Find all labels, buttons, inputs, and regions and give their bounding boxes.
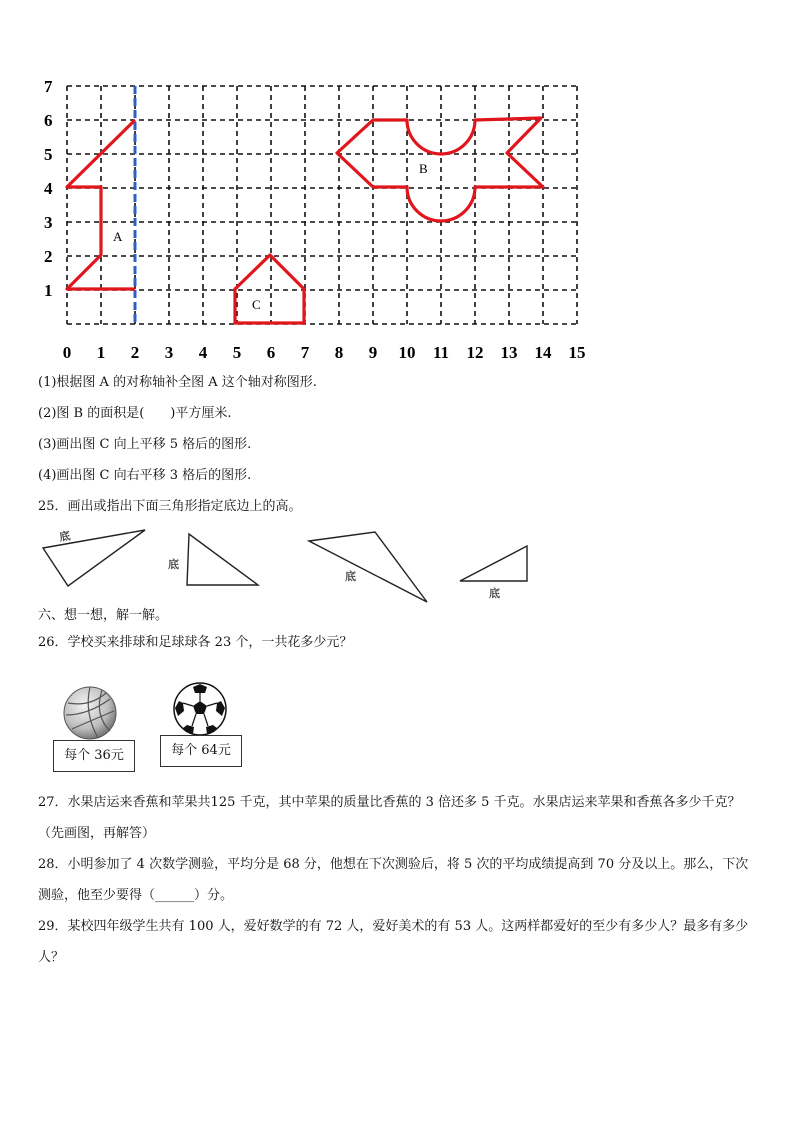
shape-a-label: A — [113, 229, 123, 244]
sub-question-1: (1)根据图 A 的对称轴补全图 A 这个轴对称图形. — [38, 375, 317, 390]
sub-question-2: (2)图 B 的面积是( )平方厘米. — [38, 406, 232, 421]
sub-question-3: (3)画出图 C 向上平移 5 格后的图形. — [38, 437, 252, 452]
triangle-3 — [309, 532, 427, 602]
x-axis-label: 9 — [368, 343, 378, 362]
x-axis-label: 10 — [398, 343, 416, 362]
triangle-4 — [460, 546, 527, 581]
x-axis-label: 13 — [500, 343, 518, 362]
soccer-ball-icon — [172, 681, 228, 737]
y-axis-label: 5 — [44, 145, 53, 164]
triangle-2 — [187, 534, 258, 585]
grid-lines — [67, 86, 577, 324]
triangle-1 — [43, 530, 145, 586]
base-label-1: 底 — [58, 529, 72, 544]
x-axis-label: 1 — [96, 343, 106, 362]
question-27: 27．水果店运来香蕉和苹果共125 千克，其中苹果的质量比香蕉的 3 倍还多 5 千克。水果店运来苹果和香蕉各多少千克？（先画图，再解答） — [38, 795, 741, 841]
x-axis-label: 5 — [232, 343, 242, 362]
x-axis-label: 4 — [198, 343, 208, 362]
base-label-2: 底 — [168, 558, 179, 571]
shape-c-label: C — [252, 297, 261, 312]
volleyball-price-box: 每个 36元 — [53, 740, 135, 772]
base-label-4: 底 — [489, 587, 500, 600]
question-28: 28．小明参加了 4 次数学测验，平均分是 68 分，他想在下次测验后，将 5 次的平均成绩提高到 70 分及以上。那么，下次测验，他至少要得（______）分。 — [38, 857, 749, 903]
x-axis-label: 11 — [432, 343, 450, 362]
shape-c — [235, 255, 304, 323]
y-axis-label: 1 — [44, 281, 53, 300]
y-axis-label: 6 — [44, 111, 53, 130]
question-26: 26．学校买来排球和足球球各 23 个，一共花多少元？ — [38, 635, 353, 650]
question-29: 29．某校四年级学生共有 100 人，爱好数学的有 72 人，爱好美术的有 53 人。这两样都爱好的至少有多少人？最多有多少人？ — [38, 919, 749, 965]
x-axis-label: 6 — [266, 343, 276, 362]
x-axis-label: 2 — [130, 343, 140, 362]
grid-figure — [30, 78, 610, 368]
x-axis-label: 15 — [568, 343, 586, 362]
x-axis-label: 3 — [164, 343, 174, 362]
shape-a — [67, 120, 135, 289]
x-axis-label: 8 — [334, 343, 344, 362]
y-axis-label: 3 — [44, 213, 53, 232]
volleyball-icon — [62, 685, 118, 741]
x-axis-label: 7 — [300, 343, 310, 362]
base-label-3: 底 — [345, 570, 356, 583]
y-axis-label: 2 — [44, 247, 53, 266]
question-25: 25．画出或指出下面三角形指定底边上的高。 — [38, 499, 302, 514]
x-axis-label: 0 — [62, 343, 72, 362]
y-axis-label: 4 — [44, 179, 53, 198]
triangles-figure — [36, 525, 536, 610]
sub-question-4: (4)画出图 C 向右平移 3 格后的图形. — [38, 468, 252, 483]
x-axis-label: 12 — [466, 343, 484, 362]
y-axis-labels — [44, 78, 53, 300]
x-axis-label: 14 — [534, 343, 552, 362]
shape-b — [337, 118, 543, 221]
y-axis-label: 7 — [44, 78, 53, 96]
shape-b-label: B — [419, 161, 428, 176]
soccer-price-box: 每个 64元 — [160, 735, 242, 767]
section-6-heading: 六、想一想，解一解。 — [38, 608, 169, 623]
x-axis-labels — [63, 343, 586, 362]
